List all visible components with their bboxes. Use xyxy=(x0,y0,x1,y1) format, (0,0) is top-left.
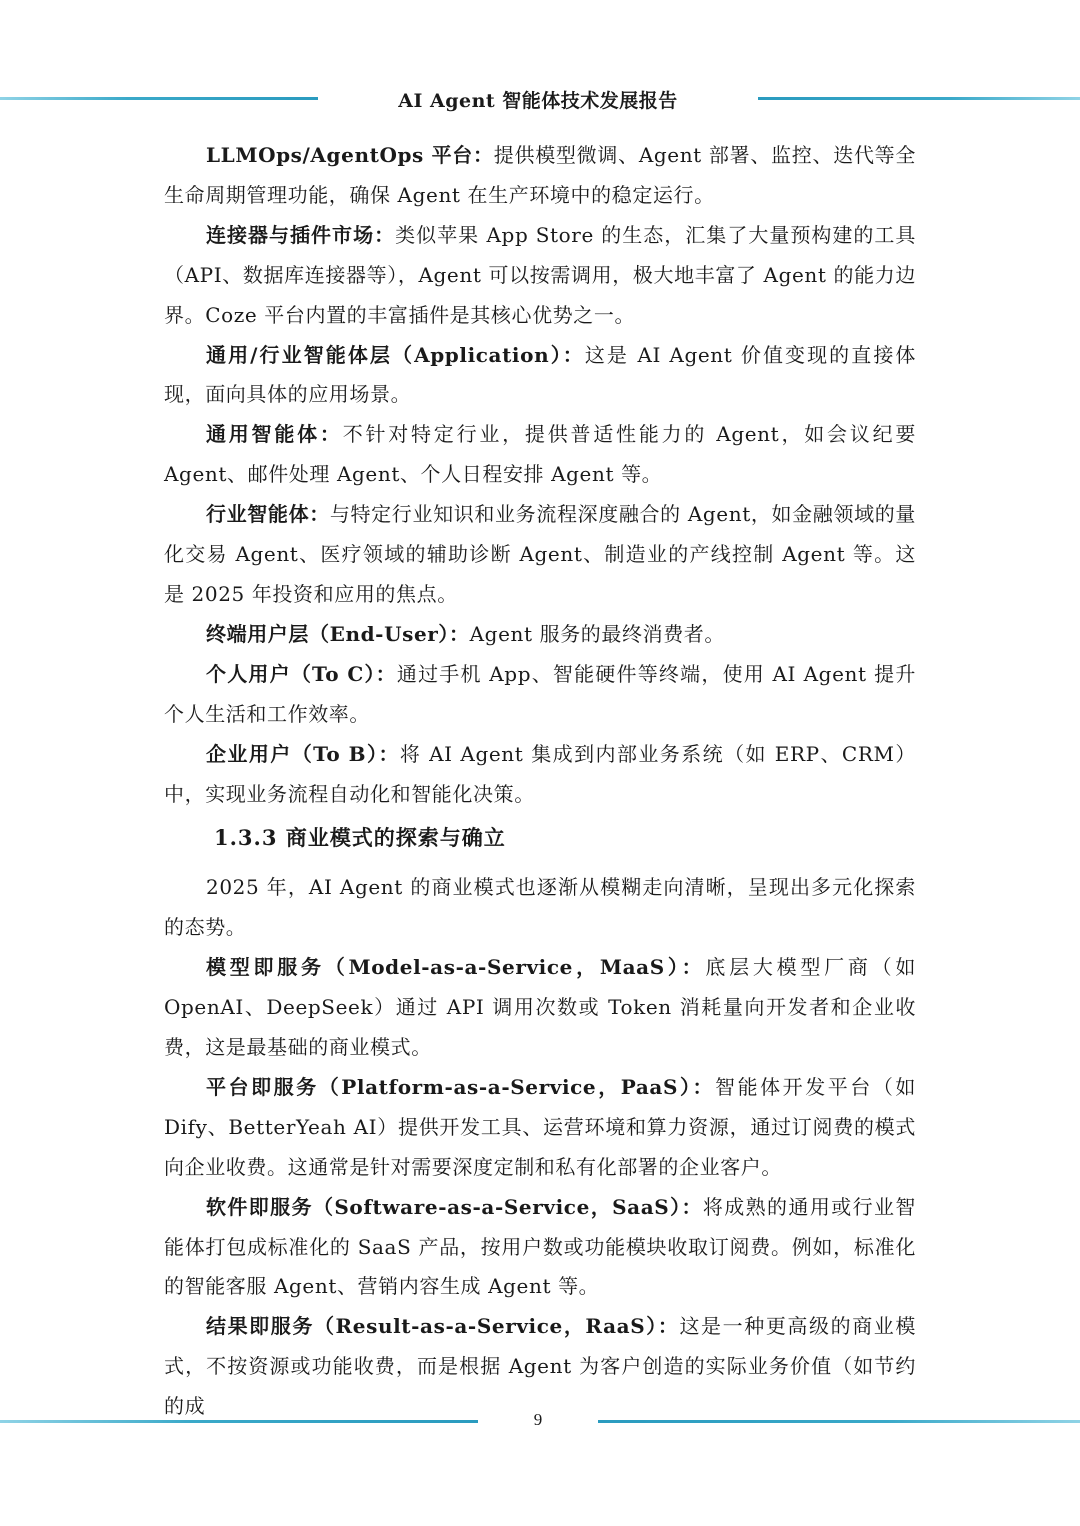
paragraph-text: 这是 AI Agent 价值变现的直接体现，面向具体的应用场景。 xyxy=(164,342,917,407)
running-header-title: AI Agent 智能体技术发展报告 xyxy=(398,90,678,112)
paragraph xyxy=(164,868,916,948)
paragraph xyxy=(164,1068,916,1188)
paragraph-lead: 通用/行业智能体层（Application）： xyxy=(206,342,585,367)
paragraph-text: 通过手机 App、智能硬件等终端，使用 AI Agent 提升个人生活和工作效率。 xyxy=(164,661,916,726)
paragraph-lead: LLMOps/AgentOps 平台： xyxy=(206,143,494,167)
paragraph-lead: 软件即服务（Software-as-a-Service，SaaS）： xyxy=(206,1194,703,1219)
header-rule-left xyxy=(0,97,318,100)
paragraph-lead: 个人用户（To C）： xyxy=(206,661,397,686)
paragraph-text: 这是一种更高级的商业模式，不按资源或功能收费，而是根据 Agent 为客户创造的实际业务价值（如节约的成 xyxy=(164,1314,917,1419)
page-body xyxy=(164,136,916,1427)
paragraph-lead: 行业智能体： xyxy=(206,502,330,527)
paragraph-text: 将成熟的通用或行业智能体打包成标准化的 SaaS 产品，按用户数或功能模块收取订阅费。例如，标准化的智能客服 Agent、营销内容生成 Agent 等。 xyxy=(164,1194,916,1299)
paragraph xyxy=(164,136,916,216)
paragraph-text: 将 AI Agent 集成到内部业务系统（如 ERP、CRM）中，实现业务流程自动化和智能化决策。 xyxy=(164,741,916,806)
footer-rule-right xyxy=(598,1420,1080,1423)
paragraph-lead: 平台即服务（Platform-as-a-Service，PaaS）： xyxy=(206,1074,716,1099)
paragraph-text: 提供模型微调、Agent 部署、监控、迭代等全生命周期管理功能，确保 Agent 在生产环境中的稳定运行。 xyxy=(164,143,916,207)
paragraph xyxy=(164,615,916,655)
paragraph-lead: 结果即服务（Result-as-a-Service，RaaS）： xyxy=(206,1314,680,1339)
paragraph-text: 底层大模型厂商（如 OpenAI、DeepSeek）通过 API 调用次数或 Token 消耗量向开发者和企业收费，这是最基础的商业模式。 xyxy=(164,955,916,1060)
paragraph-text: 智能体开发平台（如 Dify、BetterYeah AI）提供开发工具、运营环境和算力资源，通过订阅费的模式向企业收费。这通常是针对需要深度定制和私有化部署的企业客户。 xyxy=(164,1074,916,1179)
paragraph xyxy=(164,415,916,495)
paragraph xyxy=(164,495,916,615)
paragraph-text: 与特定行业知识和业务流程深度融合的 Agent，如金融领域的量化交易 Agent、医疗领域的辅助诊断 Agent、制造业的产线控制 Agent 等。这是 2025 年投资和应用的焦点。 xyxy=(164,502,916,606)
paragraph xyxy=(164,948,916,1068)
paragraph-lead: 企业用户（To B）： xyxy=(206,741,400,766)
paragraph xyxy=(164,336,916,416)
paragraph xyxy=(164,1188,916,1308)
paragraph-text: 类似苹果 App Store 的生态，汇集了大量预构建的工具（API、数据库连接器等），Agent 可以按需调用，极大地丰富了 Agent 的能力边界。Coze 平台内置的丰富插件是其核心优势之一。 xyxy=(164,222,916,327)
paragraph-lead: 终端用户层（End-User）： xyxy=(206,621,470,646)
paragraph xyxy=(164,216,916,336)
header-rule-right xyxy=(758,97,1080,100)
paragraph-lead: 模型即服务（Model-as-a-Service，MaaS）： xyxy=(206,955,706,980)
footer-rule-left xyxy=(0,1420,478,1423)
paragraph-text: 不针对特定行业，提供普适性能力的 Agent，如会议纪要 Agent、邮件处理 Agent、个人日程安排 Agent 等。 xyxy=(164,422,916,487)
page-number: 9 xyxy=(533,1410,543,1429)
paragraph-lead: 连接器与插件市场： xyxy=(206,222,396,247)
paragraph-text: 2025 年，AI Agent 的商业模式也逐渐从模糊走向清晰，呈现出多元化探索的态势。 xyxy=(164,875,916,940)
section-heading: 1.3.3 商业模式的探索与确立 xyxy=(214,825,506,851)
paragraph xyxy=(164,735,916,815)
paragraph-text: Agent 服务的最终消费者。 xyxy=(469,621,725,646)
paragraph xyxy=(164,655,916,735)
paragraph-lead: 通用智能体： xyxy=(206,422,343,447)
